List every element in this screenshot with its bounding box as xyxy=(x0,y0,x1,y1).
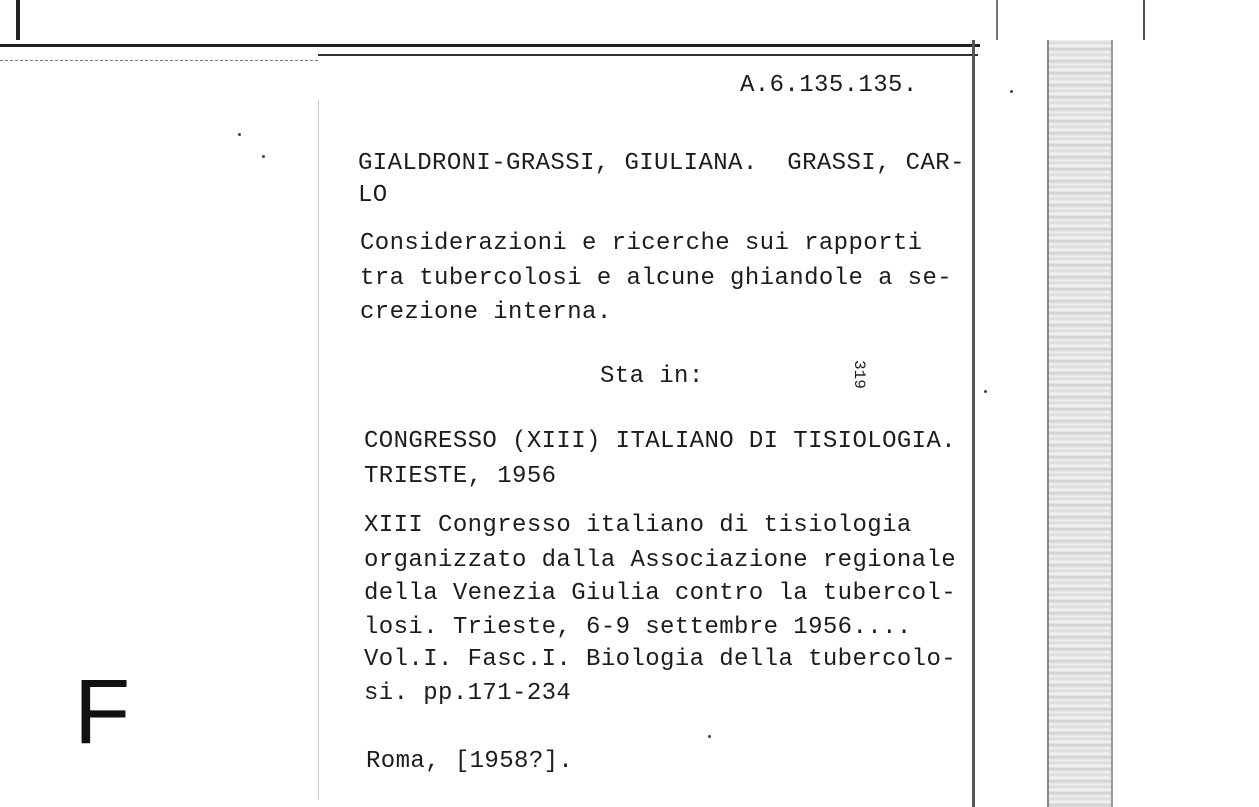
card-top-edge xyxy=(318,54,978,56)
left-corner-mark xyxy=(16,0,20,40)
author-line-2: LO xyxy=(358,182,388,209)
description-line-6: si. pp.171-234 xyxy=(364,680,572,707)
description-line-3: della Venezia Giulia contro la tubercol- xyxy=(364,580,957,607)
title-line-3: crezione interna. xyxy=(360,299,612,326)
card-left-edge xyxy=(318,100,319,800)
call-number: A.6.135.135. xyxy=(740,72,918,99)
scan-speck xyxy=(238,133,241,136)
title-line-2: tra tubercolosi e alcune ghiandole a se- xyxy=(360,265,953,292)
congress-heading-line-2: TRIESTE, 1956 xyxy=(364,463,557,490)
side-number: 319 xyxy=(850,360,868,389)
scan-speck xyxy=(1010,90,1013,93)
left-dashed-rule xyxy=(0,60,318,61)
scan-speck xyxy=(708,735,711,738)
scan-speck xyxy=(262,155,265,158)
description-line-4: losi. Trieste, 6-9 settembre 1956.... xyxy=(364,614,912,641)
description-line-2: organizzato dalla Associazione regionale xyxy=(364,547,957,574)
top-rule xyxy=(0,44,980,47)
scan-edge-stripe xyxy=(1047,40,1113,807)
scan-speck xyxy=(984,390,987,393)
margin-letter: F xyxy=(74,661,131,763)
congress-heading-line-1: CONGRESSO (XIII) ITALIANO DI TISIOLOGIA. xyxy=(364,428,957,455)
imprint: Roma, [1958?]. xyxy=(366,748,574,775)
description-line-5: Vol.I. Fasc.I. Biologia della tubercolo- xyxy=(364,646,957,673)
top-tick xyxy=(996,0,998,40)
top-right-tick xyxy=(1143,0,1145,40)
description-line-1: XIII Congresso italiano di tisiologia xyxy=(364,512,912,539)
author-line-1: GIALDRONI-GRASSI, GIULIANA. GRASSI, CAR- xyxy=(358,150,965,177)
title-line-1: Considerazioni e ricerche sui rapporti xyxy=(360,230,923,257)
card-right-edge xyxy=(972,40,975,807)
sta-in-label: Sta in: xyxy=(600,363,704,390)
